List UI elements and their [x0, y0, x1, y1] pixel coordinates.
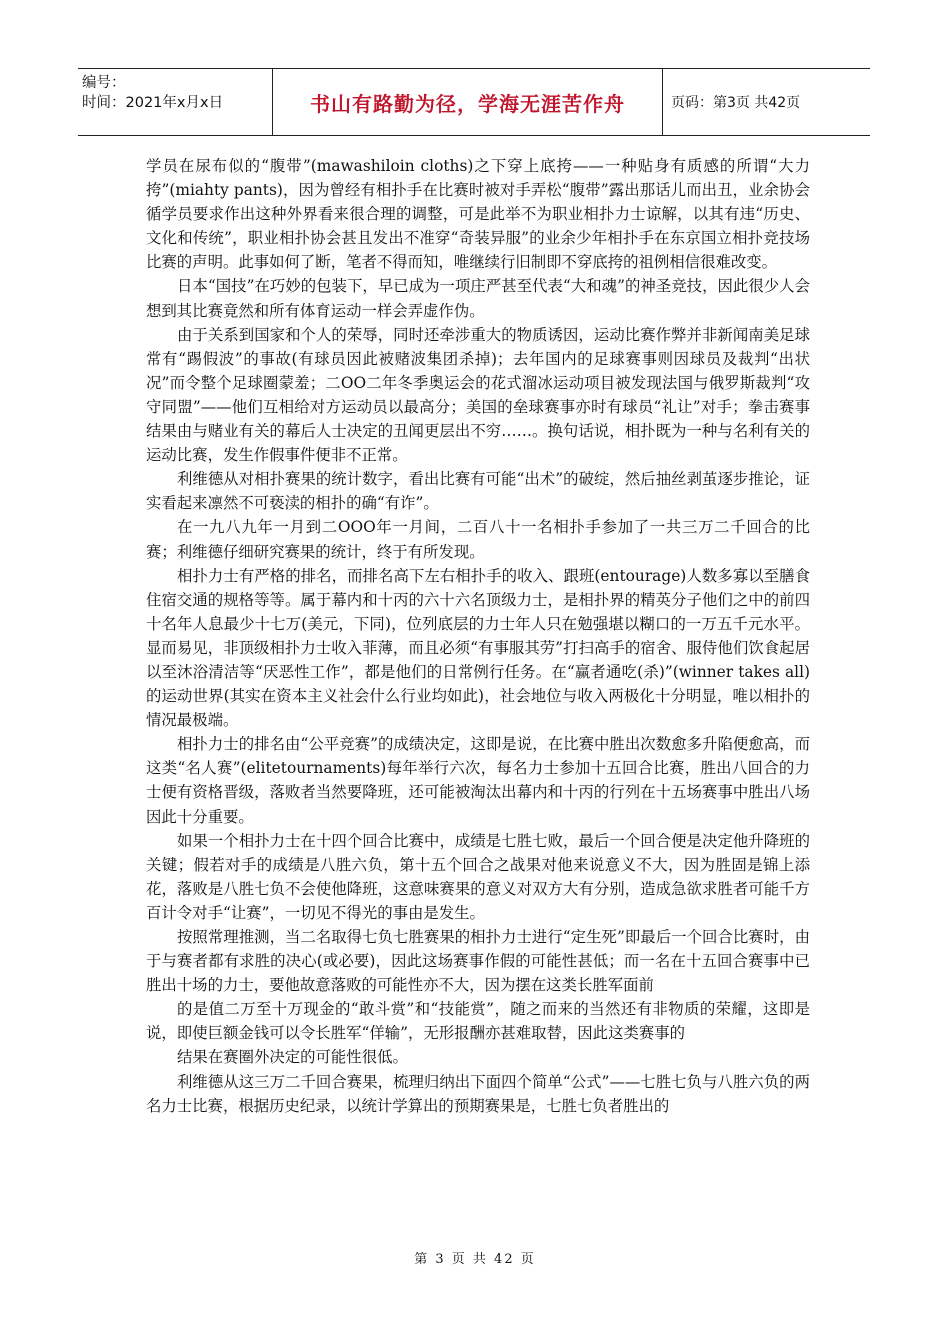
paragraph: 按照常理推测，当二名取得七负七胜赛果的相扑力士进行“定生死”即最后一个回合比赛时，由于与赛者都有求胜的决心(或必要)，因此这场赛事作假的可能性甚低；而一名在十五回合赛事中已胜出十场的力士，要他故意落败的可能性亦不大，因为摆在这类长胜军面前 — [146, 928, 810, 995]
header-table — [78, 68, 870, 136]
header-meta — [78, 69, 273, 135]
header-motto: 书山有路勤为径，学海无涯苦作舟 — [273, 69, 663, 135]
paragraph: 结果在赛圈外决定的可能性很低。 — [177, 1048, 408, 1067]
code-label: 编号： — [82, 75, 126, 91]
paragraph: 在一九八九年一月到二OOO年一月间，二百八十一名相扑手参加了一共三万二千回合的比赛；利维德仔细研究赛果的统计，终于有所发现。 — [146, 518, 810, 561]
header-page-info: 页码：第3页 共42页 — [671, 95, 801, 111]
paragraph: 相扑力士的排名由“公平竞赛”的成绩决定，这即是说，在比赛中胜出次数愈多升陷便愈高，而这类“名人赛”(elitetournaments)每年举行六次，每名力士参加十五回合比赛，胜出八回合的力士便有资格晋级，落败者当然要降班，还可能被淘汰出幕内和十丙的行列在十五场赛事中胜出八场因此十分重要。 — [146, 735, 810, 826]
paragraph: 学员在尿布似的“腹带”(mawashiloin cloths)之下穿上底挎——一种贴身有质感的所谓“大力挎”(miahty pants)，因为曾经有相扑手在比赛时被对手弄松“腹带”露出那话儿而出丑，业余协会循学员要求作出这种外界看来很合理的调整，可是此举不为职业相扑力士谅解，以其有违“历史、文化和传统”，职业相扑协会甚且发出不准穿“奇装异服”的业余少年相扑手在东京国立相扑竞技场比赛的声明。此事如何了断，笔者不得而知，唯继续行旧制即不穿底挎的祖例相信很难改变。 — [146, 157, 810, 272]
paragraph: 日本“国技”在巧妙的包装下，早已成为一项庄严甚至代表“大和魂”的神圣竞技，因此很少人会想到其比赛竟然和所有体育运动一样会弄虚作伪。 — [146, 277, 810, 320]
paragraph: 由于关系到国家和个人的荣辱，同时还牵涉重大的物质诱因，运动比赛作弊并非新闻南美足球常有“踢假波”的事故(有球员因此被赌波集团杀掉)；去年国内的足球赛事则因球员及裁判“出状况”而令整个足球圈蒙羞；二OO二年冬季奥运会的花式溜冰运动项目被发现法国与俄罗斯裁判“攻守同盟”——他们互相给对方运动员以最高分；美国的垒球赛事亦时有球员“礼让”对手；拳击赛事结果由与赌业有关的幕后人士决定的丑闻更层出不穷……。换句话说，相扑既为一种与名利有关的运动比赛，发生作假事件便非不正常。 — [146, 325, 810, 465]
paragraph: 利维德从这三万二千回合赛果，梳理归纳出下面四个简单“公式”——七胜七负与八胜六负的两名力士比赛，根据历史纪录，以统计学算出的预期赛果是，七胜七负者胜出的 — [146, 1072, 810, 1115]
page-footer: 第 3 页 共 42 页 — [414, 1252, 536, 1267]
paragraph: 如果一个相扑力士在十四个回合比赛中，成绩是七胜七败，最后一个回合便是决定他升降班的关键；假若对手的成绩是八胜六负，第十五个回合之战果对他来说意义不大，因为胜固是锦上添花，落败是八胜七负不会使他降班，这意味赛果的意义对双方大有分别，造成急欲求胜者可能千方百计令对手“让赛”，一切见不得光的事由是发生。 — [146, 831, 810, 922]
paragraph: 的是值二万至十万现金的“敢斗赏”和“技能赏”，随之而来的当然还有非物质的荣耀，这即是说，即使巨额金钱可以令长胜军“佯输”，无形报酬亦甚难取替，因此这类赛事的 — [146, 1000, 810, 1043]
paragraph: 利维德从对相扑赛果的统计数字，看出比赛有可能“出术”的破绽，然后抽丝剥茧逐步推论，证实看起来凛然不可亵渎的相扑的确“有诈”。 — [146, 470, 810, 513]
date-label: 时间：2021年x月x日 — [82, 95, 224, 111]
document-body — [146, 154, 810, 1118]
paragraph: 相扑力士有严格的排名，而排名高下左右相扑手的收入、跟班(entourage)人数多寡以至膳食住宿交通的规格等等。属于幕内和十丙的六十六名顶级力士，是相扑界的精英分子他们之中的前四十名年人息最少十七万(美元，下同)，位列底层的力士年人只在勉强堪以糊口的一万五千元水平。显而易见，非顶级相扑力士收入菲薄，而且必须“有事服其劳”打扫高手的宿舍、服侍他们饮食起居以至沐浴清洁等“厌恶性工作”，都是他们的日常例行任务。在“赢者通吃(杀)”(winner takes all)的运动世界(其实在资本主义社会什么行业均如此)，社会地位与收入两极化十分明显，唯以相扑的情况最极端。 — [146, 566, 810, 730]
